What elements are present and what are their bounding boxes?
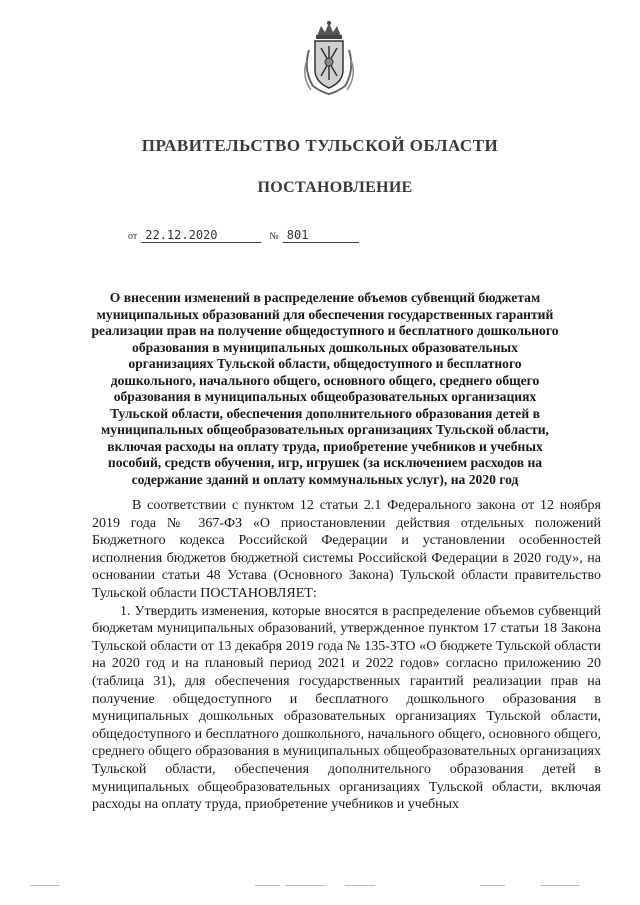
document-number: 801	[283, 228, 359, 243]
document-body	[92, 497, 601, 814]
item-1-paragraph: 1. Утвердить изменения, которые вносятся в распределение объемов субвенций бюджетам муниципальных образований, утвержденное пунктом 17 статьи 18 Закона Тульской области от 13 декабря 2019 года № 135-ЗТО «О бюджете Тульской области на 2020 год и на плановый период 2021 и 2022 годов» согласно приложению 20 (таблица 31), для обеспечения государственных гарантий реализации прав на получение общедоступного и бесплатного дошкольного образования в муниципальных дошкольных образовательных организациях Тульской области, общедоступного и бесплатного дошкольного, начального общего, основного общего, среднего общего образования в муниципальных общеобразовательных организациях Тульской области, обеспечения дополнительного образования детей в муниципальных общеобразовательных организациях Тульской области, включая расходы на оплату труда, приобретение учебников и учебных	[92, 603, 601, 813]
document-type: ПОСТАНОВЛЕНИЕ	[257, 179, 413, 196]
scan-footer-artifacts	[0, 885, 640, 891]
document-meta	[128, 228, 359, 243]
tula-oblast-coat-of-arms-icon	[299, 20, 359, 96]
preamble-paragraph: В соответствии с пунктом 12 статьи 2.1 Федерального закона от 12 ноября 2019 года № 367-ФЗ «О приостановлении действия отдельных положений Бюджетного кодекса Российской Федерации и установлении особенностей исполнения бюджетов бюджетной системы Российской Федерации в 2020 году», на основании статьи 48 Устава (Основного Закона) Тульской области правительство Тульской области ПОСТАНОВЛЯЕТ:	[92, 498, 601, 601]
document-title: О внесении изменений в распределение объемов субвенций бюджетам муниципальных образований для обеспечения государственных гарантий реализации прав на получение общедоступного и бесплатного дошкольного образования в муниципальных дошкольных образовательных организациях Тульской области, общедоступного и бесплатного дошкольного, начального общего, основного общего, среднего общего образования в муниципальных общеобразовательных организациях Тульской области, обеспечения дополнительного образования детей в муниципальных общеобразовательных организациях Тульской области, включая расходы на оплату труда, приобретение учебников и учебных пособий, средств обучения, игр, игрушек (за исключением расходов на содержание зданий и оплату коммунальных услуг), на 2020 год	[91, 290, 559, 487]
document-date: 22.12.2020	[141, 228, 261, 243]
number-label: №	[269, 231, 279, 242]
government-name: ПРАВИТЕЛЬСТВО ТУЛЬСКОЙ ОБЛАСТИ	[141, 136, 499, 155]
date-label: от	[128, 231, 138, 242]
